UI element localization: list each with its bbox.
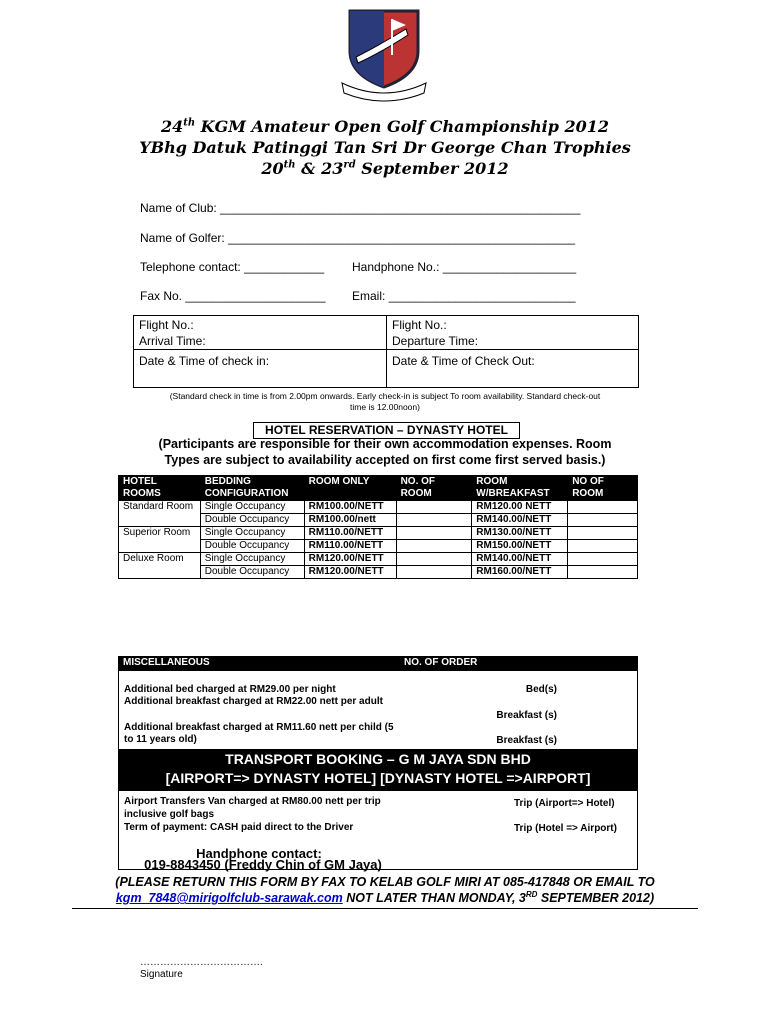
breakfast-qty[interactable] xyxy=(568,566,638,579)
transport-route: [AIRPORT=> DYNASTY HOTEL] [DYNASTY HOTEL =>AIRPORT] xyxy=(165,770,591,786)
room-only-qty[interactable] xyxy=(396,540,472,553)
club-crest-logo xyxy=(336,5,432,103)
misc-item-child-breakfast: Additional breakfast charged at RM11.60 nett per child (5 to 11 years old) xyxy=(124,722,394,745)
return-instructions-line-1: (PLEASE RETURN THIS FORM BY FAX TO KELAB GOLF MIRI AT 085-417848 OR EMAIL TO xyxy=(115,875,655,889)
misc-label: MISCELLANEOUS xyxy=(123,657,210,668)
bedding: Double Occupancy xyxy=(200,514,304,527)
breakfast-qty[interactable] xyxy=(568,514,638,527)
room-only-qty[interactable] xyxy=(396,501,472,514)
room-type: Deluxe Room xyxy=(119,553,201,566)
checkin-note-line-1: (Standard check in time is from 2.00pm onwards. Early check-in is subject To room availability. Standard check-out xyxy=(169,391,601,401)
table-row xyxy=(119,501,638,514)
room-only-rate: RM110.00/NETT xyxy=(304,527,396,540)
return-instructions-line-2: kgm_7848@mirigolfclub-sarawak.com NOT LATER THAN MONDAY, 3RD SEPTEMBER 2012) xyxy=(115,890,655,906)
breakfast-rate: RM150.00/NETT xyxy=(472,540,568,553)
breakfast-qty[interactable] xyxy=(568,501,638,514)
telephone-field[interactable]: Telephone contact: ____________ xyxy=(140,260,325,274)
room-only-rate: RM120.00/NETT xyxy=(304,566,396,579)
bedding: Double Occupancy xyxy=(200,540,304,553)
room-only-rate: RM120.00/NETT xyxy=(304,553,396,566)
hotel-note-line-1: (Participants are responsible for their own accommodation expenses. Room xyxy=(158,437,612,451)
room-only-qty[interactable] xyxy=(396,553,472,566)
arrival-time-field[interactable]: Arrival Time: xyxy=(139,334,206,348)
handphone-field[interactable]: Handphone No.: ____________________ xyxy=(352,260,577,274)
breakfast-qty[interactable] xyxy=(568,553,638,566)
checkout-field[interactable]: Date & Time of Check Out: xyxy=(392,354,535,368)
table-row xyxy=(119,553,638,566)
room-only-qty[interactable] xyxy=(396,566,472,579)
title-line-2: YBhg Datuk Patinggi Tan Sri Dr George Chan Trophies xyxy=(139,138,631,157)
header-room-only: ROOM ONLY xyxy=(304,476,396,501)
contact-value: 019-8843450 (Freddy Chin of GM Jaya) xyxy=(144,857,382,872)
title-line-3: 20th & 23rd September 2012 xyxy=(261,159,509,178)
room-only-qty[interactable] xyxy=(396,527,472,540)
header-no-of-room-2: NO OF ROOM xyxy=(568,476,638,501)
misc-unit-bed[interactable]: Bed(s) xyxy=(525,684,557,695)
table-row xyxy=(119,514,638,527)
header-no-of-room: NO. OF ROOM xyxy=(396,476,472,501)
room-type: Standard Room xyxy=(119,501,201,514)
title-line-1: 24th KGM Amateur Open Golf Championship 2012 xyxy=(160,117,610,136)
transport-header xyxy=(118,750,638,790)
miscellaneous-header xyxy=(118,656,638,670)
contact-label: Handphone contact: xyxy=(196,846,322,861)
hotel-reservation-title: HOTEL RESERVATION – DYNASTY HOTEL xyxy=(253,422,520,439)
table-row xyxy=(119,566,638,579)
bedding: Single Occupancy xyxy=(200,553,304,566)
transport-description: Airport Transfers Van charged at RM80.00 nett per trip inclusive golf bags xyxy=(124,796,381,820)
trip-airport-hotel[interactable]: Trip (Airport=> Hotel) xyxy=(514,798,615,809)
misc-item-bed: Additional bed charged at RM29.00 per night xyxy=(124,684,336,695)
golfer-name-field[interactable]: Name of Golfer: ____________________________________________________ xyxy=(140,231,576,245)
misc-unit-adult-breakfast[interactable]: Breakfast (s) xyxy=(496,710,557,721)
hotel-note-line-2: Types are subject to availability accepted on first come first served basis.) xyxy=(164,453,606,467)
flight-details-box xyxy=(133,315,639,388)
transport-payment: Term of payment: CASH paid direct to the Driver xyxy=(124,822,354,833)
breakfast-rate: RM130.00/NETT xyxy=(472,527,568,540)
table-row xyxy=(119,540,638,553)
signature-label: Signature xyxy=(140,969,183,980)
breakfast-rate: RM160.00/NETT xyxy=(472,566,568,579)
trip-hotel-airport[interactable]: Trip (Hotel => Airport) xyxy=(514,823,617,834)
signature-line[interactable]: ………………………………. xyxy=(140,957,263,968)
fax-field[interactable]: Fax No. _____________________ xyxy=(140,289,326,303)
bedding: Single Occupancy xyxy=(200,501,304,514)
club-name-field[interactable]: Name of Club: ______________________________________________________ xyxy=(140,201,581,215)
room-only-rate: RM100.00/NETT xyxy=(304,501,396,514)
breakfast-qty[interactable] xyxy=(568,540,638,553)
departure-flight-no-field[interactable]: Flight No.: xyxy=(392,318,447,332)
breakfast-rate: RM140.00/NETT xyxy=(472,553,568,566)
header-bedding: BEDDING CONFIGURATION xyxy=(200,476,304,501)
header-hotel-rooms: HOTEL ROOMS xyxy=(119,476,201,501)
breakfast-qty[interactable] xyxy=(568,527,638,540)
departure-time-field[interactable]: Departure Time: xyxy=(392,334,479,348)
breakfast-rate: RM140.00/NETT xyxy=(472,514,568,527)
breakfast-rate: RM120.00 NETT xyxy=(472,501,568,514)
room-type xyxy=(119,514,201,527)
header-room-breakfast: ROOM W/BREAKFAST xyxy=(472,476,568,501)
table-row xyxy=(119,527,638,540)
miscellaneous-box xyxy=(118,670,638,750)
footer-divider xyxy=(72,908,698,909)
room-type xyxy=(119,540,201,553)
misc-item-adult-breakfast: Additional breakfast charged at RM22.00 nett per adult xyxy=(124,696,383,707)
room-rates-table xyxy=(118,475,638,579)
checkin-field[interactable]: Date & Time of check in: xyxy=(139,354,270,368)
room-type: Superior Room xyxy=(119,527,201,540)
room-only-rate: RM100.00/nett xyxy=(304,514,396,527)
email-link[interactable]: kgm_7848@mirigolfclub-sarawak.com xyxy=(115,891,343,906)
room-only-rate: RM110.00/NETT xyxy=(304,540,396,553)
room-type xyxy=(119,566,201,579)
arrival-flight-no-field[interactable]: Flight No.: xyxy=(139,318,194,332)
misc-unit-child-breakfast[interactable]: Breakfast (s) xyxy=(496,735,557,746)
room-only-qty[interactable] xyxy=(396,514,472,527)
checkin-note-line-2: time is 12.00noon) xyxy=(350,402,420,412)
bedding: Single Occupancy xyxy=(200,527,304,540)
order-label: NO. OF ORDER xyxy=(404,657,478,668)
transport-title: TRANSPORT BOOKING – G M JAYA SDN BHD xyxy=(225,751,531,767)
bedding: Double Occupancy xyxy=(200,566,304,579)
table-header-row xyxy=(119,476,638,501)
email-field[interactable]: Email: ____________________________ xyxy=(352,289,576,303)
